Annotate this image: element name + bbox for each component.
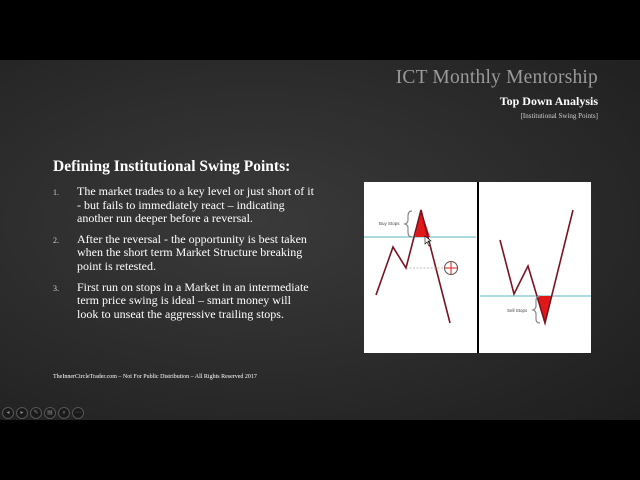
slide-title: ICT Monthly Mentorship — [395, 67, 598, 88]
next-icon[interactable]: ▸ — [16, 407, 28, 419]
slide-subtitle: Top Down Analysis — [499, 94, 598, 108]
slide — [0, 60, 640, 420]
player-controls — [0, 406, 84, 420]
buy-stops-brace — [405, 211, 412, 237]
price-path-left — [376, 210, 450, 323]
slides-icon[interactable]: ▤ — [44, 407, 56, 419]
section-heading: Defining Institutional Swing Points: — [53, 158, 291, 175]
list-item — [53, 185, 315, 226]
sell-stops-label: Sell Stops — [507, 308, 528, 313]
pen-icon[interactable]: ✎ — [30, 407, 42, 419]
list-number: 3. — [53, 283, 59, 293]
list-text: The market trades to a key level or just short of it - but fails to immediately react – indicating another run deeper before a reversal. — [77, 184, 314, 226]
slide-subsubtitle: [Institutional Swing Points] — [520, 112, 598, 120]
list-number: 2. — [53, 235, 59, 245]
list-item — [53, 233, 315, 274]
prev-icon[interactable]: ◂ — [2, 407, 14, 419]
more-icon[interactable]: ⋯ — [72, 407, 84, 419]
swing-diagram-svg — [364, 182, 591, 353]
list-number: 1. — [53, 188, 59, 197]
list-text: First run on stops in a Market in an intermediate term price swing is ideal – smart money will look to unseat the aggressive trailing stops. — [77, 279, 309, 321]
zoom-icon[interactable]: ⌕ — [58, 407, 70, 419]
list-item — [53, 281, 315, 322]
footer-text: TheInnerCircleTrader.com – Not For Public Distribution – All Rights Reserved 2017 — [53, 374, 257, 380]
list-text: After the reversal - the opportunity is best taken when the short term Market Structure breaking point is retested. — [77, 231, 307, 273]
buy-stops-label: Buy Stops — [379, 221, 400, 226]
points-list — [53, 185, 315, 328]
swing-diagram — [364, 182, 591, 353]
